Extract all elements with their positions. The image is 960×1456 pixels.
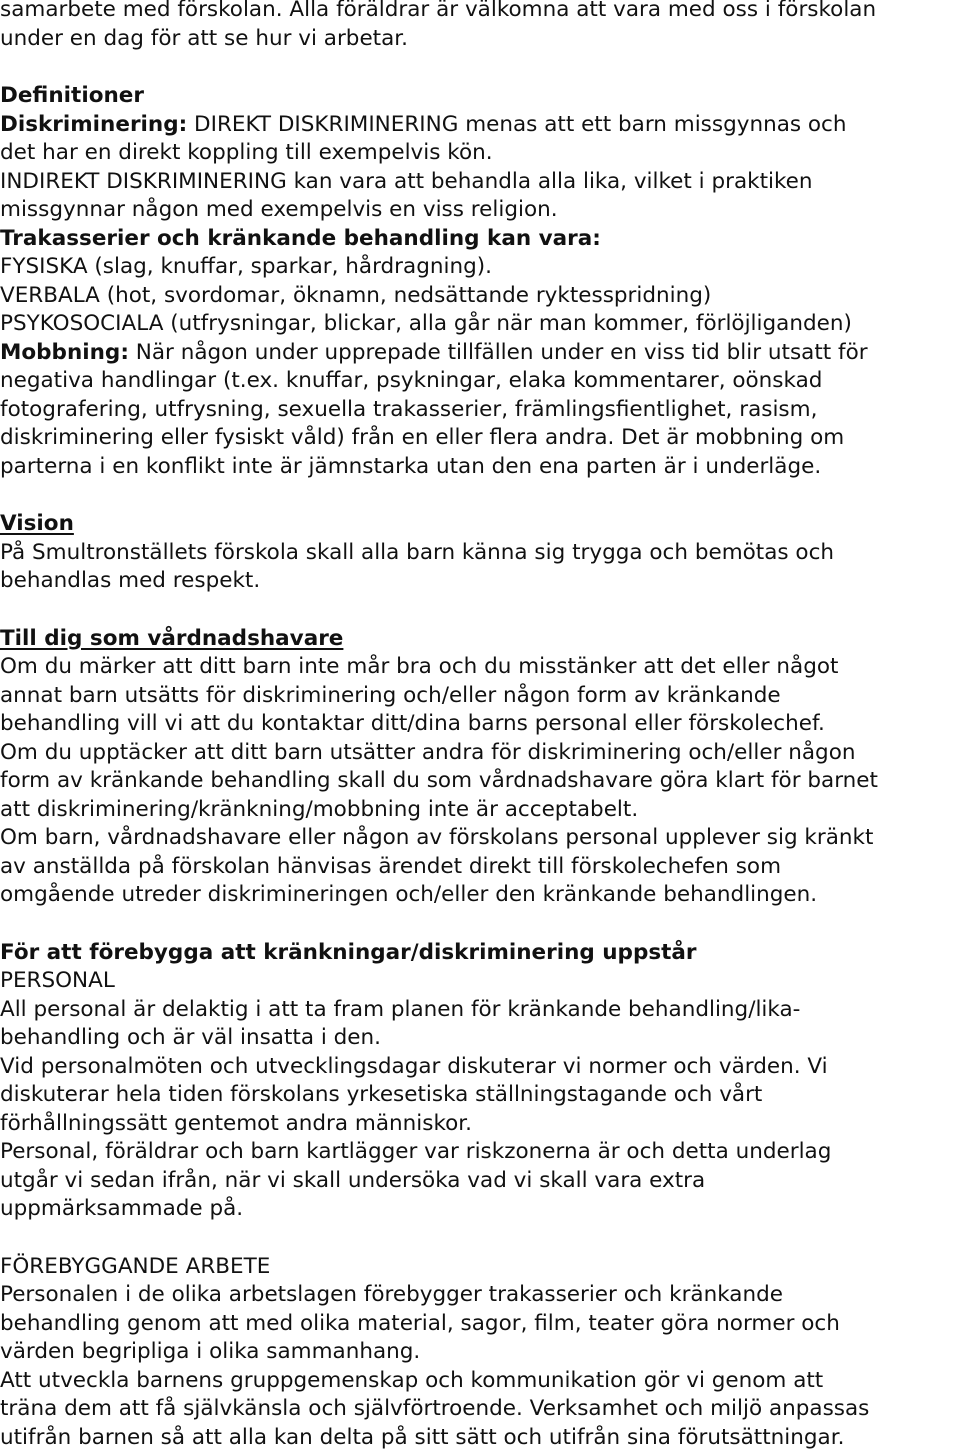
text-line: Om du märker att ditt barn inte mår bra och du misstänker att det eller något [0, 654, 839, 679]
guardians-section [0, 625, 960, 910]
prevention-section [0, 939, 960, 1224]
text-line: behandling vill vi att du kontaktar ditt/dina barns personal eller förskolechef. [0, 711, 825, 736]
text-line: behandling och är väl insatta i den. [0, 1025, 381, 1050]
text-line: samarbete med förskolan. Alla föräldrar är välkomna att vara med oss i förskolan [0, 0, 877, 22]
text-line: form av kränkande behandling skall du som vårdnadshavare göra klart för barnet [0, 768, 878, 793]
preventive-work-section [0, 1253, 960, 1453]
text-line: negativa handlingar (t.ex. knuffar, psykningar, elaka kommentarer, oönskad [0, 368, 823, 393]
guardians-heading: Till dig som vårdnadshavare [0, 625, 344, 651]
text-line: Vid personalmöten och utvecklingsdagar diskuterar vi normer och värden. Vi [0, 1053, 828, 1079]
text-line [0, 339, 960, 368]
paragraph-gap [0, 481, 960, 510]
discrimination-label: Diskriminering: [0, 111, 188, 137]
paragraph-gap [0, 53, 960, 82]
paragraph-gap [0, 910, 960, 939]
text-line: behandling genom att med olika material, sagor, film, teater göra normer och [0, 1310, 840, 1336]
definitions-section [0, 82, 960, 481]
text-line: annat barn utsätts för diskriminering och/eller någon form av kränkande [0, 682, 781, 708]
text-line: uppmärksammade på. [0, 1196, 244, 1221]
text-line: förhållningssätt gentemot andra människor. [0, 1110, 472, 1136]
text-line: All personal är delaktig i att ta fram planen för kränkande behandling/lika- [0, 996, 801, 1022]
text-line: FYSISKA (slag, knuffar, sparkar, hårdragning). [0, 254, 492, 279]
text-line: värden begripliga i olika sammanhang. [0, 1339, 421, 1364]
text-line: parterna i en konflikt inte är jämnstarka utan den ena parten är i underläge. [0, 453, 822, 479]
text-line: utifrån barnen så att alla kan delta på sitt sätt och utifrån sina förutsättningar. [0, 1424, 845, 1450]
text-line: VERBALA (hot, svordomar, öknamn, nedsättande ryktesspridning) [0, 282, 712, 308]
text-span: DIREKT DISKRIMINERING menas att ett barn missgynnas och [187, 111, 847, 137]
text-line: Personalen i de olika arbetslagen förebygger trakasserier och kränkande [0, 1282, 783, 1307]
text-line [0, 625, 960, 654]
harassment-heading: Trakasserier och kränkande behandling kan vara: [0, 225, 601, 251]
bullying-label: Mobbning: [0, 339, 129, 365]
text-line: Att utveckla barnens gruppgemenskap och kommunikation gör vi genom att [0, 1367, 824, 1393]
text-line: diskuterar hela tiden förskolans yrkesetiska ställningstagande och vårt [0, 1082, 763, 1107]
vision-heading: Vision [0, 511, 74, 536]
text-line: träna dem att få självkänsla och självförtroende. Verksamhet och miljö anpassas [0, 1396, 870, 1421]
staff-label: PERSONAL [0, 968, 115, 993]
text-line: under en dag för att se hur vi arbetar. [0, 25, 408, 51]
text-line: På Smultronställets förskola skall alla barn känna sig trygga och bemötas och [0, 539, 835, 565]
text-line: behandlas med respekt. [0, 568, 261, 593]
text-line: Om barn, vårdnadshavare eller någon av förskolans personal upplever sig kränkt [0, 825, 874, 850]
text-line: INDIREKT DISKRIMINERING kan vara att behandla alla lika, vilket i praktiken [0, 168, 813, 194]
text-line: omgående utreder diskrimineringen och/eller den kränkande behandlingen. [0, 882, 818, 907]
prevention-heading: För att förebygga att kränkningar/diskriminering uppstår [0, 939, 697, 965]
text-line [0, 111, 960, 140]
text-line: att diskriminering/kränkning/mobbning inte är acceptabelt. [0, 796, 639, 822]
paragraph-gap [0, 1224, 960, 1253]
definitions-heading: Definitioner [0, 83, 144, 108]
vision-section [0, 510, 960, 596]
paragraph-gap [0, 596, 960, 625]
text-line: Personal, föräldrar och barn kartlägger var riskzonerna är och detta underlag [0, 1139, 832, 1164]
intro-section [0, 0, 960, 53]
text-line [0, 510, 960, 539]
text-line: Om du upptäcker att ditt barn utsätter andra för diskriminering och/eller någon [0, 739, 856, 765]
text-line: missgynnar någon med exempelvis en viss religion. [0, 197, 558, 222]
text-line: det har en direkt koppling till exempelvis kön. [0, 140, 493, 165]
preventive-work-label: FÖREBYGGANDE ARBETE [0, 1253, 271, 1279]
text-line: av anställda på förskolan hänvisas ärendet direkt till förskolechefen som [0, 853, 782, 879]
text-line: utgår vi sedan ifrån, när vi skall undersöka vad vi skall vara extra [0, 1167, 706, 1193]
text-line: fotografering, utfrysning, sexuella trakasserier, främlingsfientlighet, rasism, [0, 396, 818, 422]
text-line: PSYKOSOCIALA (utfrysningar, blickar, alla går när man kommer, förlöjliganden) [0, 311, 852, 336]
text-span: När någon under upprepade tillfällen under en viss tid blir utsatt för [128, 339, 868, 365]
text-line: diskriminering eller fysiskt våld) från en eller flera andra. Det är mobbning om [0, 425, 845, 450]
